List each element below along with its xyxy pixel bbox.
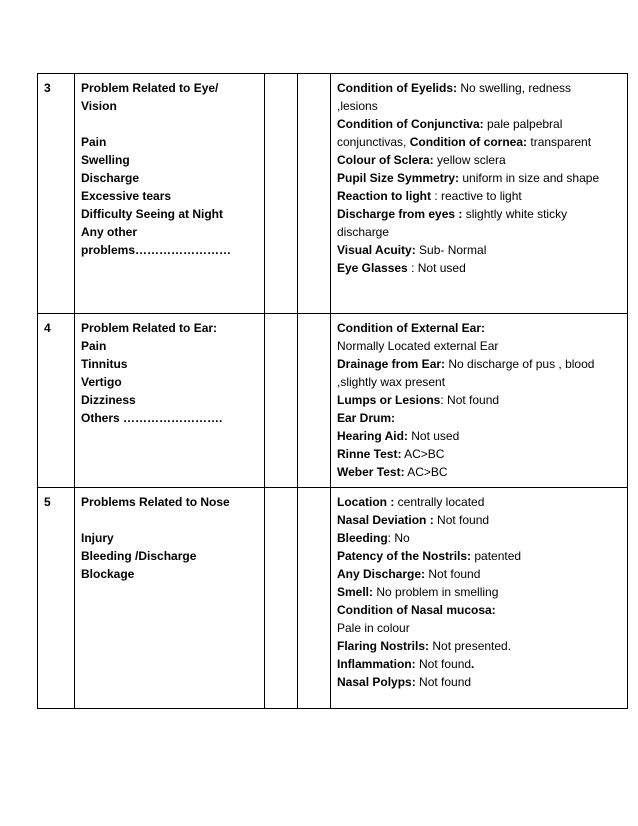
finding-line — [337, 115, 623, 133]
finding-line — [337, 511, 623, 529]
finding-text: Visual Acuity: — [337, 243, 416, 257]
finding-text: : Not used — [407, 261, 466, 275]
problem-item: Tinnitus — [81, 357, 128, 371]
finding-line — [337, 445, 623, 463]
finding-line — [337, 97, 623, 115]
problem-title: Vision — [81, 99, 117, 113]
finding-text: Eye Glasses — [337, 261, 408, 275]
finding-text: Pupil Size Symmetry: — [337, 171, 460, 185]
finding-line — [337, 463, 623, 481]
finding-line — [337, 133, 623, 151]
finding-line — [337, 223, 623, 241]
no-check-cell — [298, 74, 331, 314]
finding-text: Discharge from eyes : — [337, 207, 463, 221]
findings-cell — [331, 314, 628, 488]
finding-text: Condition of External Ear: — [337, 321, 486, 335]
finding-text: . — [471, 657, 475, 671]
finding-line — [337, 655, 623, 673]
finding-line — [337, 241, 623, 259]
table-row-eye — [38, 74, 628, 314]
finding-text: Rinne Test: — [337, 447, 402, 461]
problem-item: Discharge — [81, 171, 140, 185]
finding-text: Condition of Conjunctiva: — [337, 117, 484, 131]
finding-text: Not found — [415, 675, 472, 689]
finding-text: Colour of Sclera: — [337, 153, 434, 167]
finding-line — [337, 319, 623, 337]
finding-line — [337, 391, 623, 409]
finding-line — [337, 673, 623, 691]
problem-item: Injury — [81, 531, 114, 545]
problem-item: problems…………………… — [81, 243, 232, 257]
finding-text: Pale in colour — [337, 621, 410, 635]
finding-line — [337, 205, 623, 223]
finding-text: Any Discharge: — [337, 567, 426, 581]
finding-line — [337, 151, 623, 169]
finding-text: AC>BC — [404, 465, 448, 479]
finding-text: Bleeding — [337, 531, 388, 545]
finding-line — [337, 337, 623, 355]
no-check-cell — [298, 314, 331, 488]
finding-text: patented — [471, 549, 522, 563]
finding-text: Not found — [425, 567, 481, 581]
problem-item: Any other — [81, 225, 138, 239]
finding-text: Lumps or Lesions — [337, 393, 441, 407]
row-number-cell — [38, 488, 75, 709]
finding-text: AC>BC — [401, 447, 445, 461]
findings-cell — [331, 488, 628, 709]
row-number-cell — [38, 314, 75, 488]
finding-text: Not found — [433, 513, 490, 527]
finding-text: ,slightly wax present — [337, 375, 446, 389]
finding-line — [337, 373, 623, 391]
finding-line — [337, 601, 623, 619]
problem-item: Difficulty Seeing at Night — [81, 207, 224, 221]
problem-cell — [75, 314, 265, 488]
problem-item: Dizziness — [81, 393, 136, 407]
finding-text: Condition of cornea: — [409, 135, 528, 149]
finding-line — [337, 619, 623, 637]
finding-text: Condition of Eyelids: — [337, 81, 457, 95]
finding-text: Reaction to light — [337, 189, 431, 203]
problem-cell — [75, 74, 265, 314]
finding-text: Not presented. — [429, 639, 512, 653]
assessment-table — [37, 73, 628, 709]
yes-check-cell — [265, 488, 298, 709]
finding-line — [337, 637, 623, 655]
finding-text: Nasal Deviation : — [337, 513, 434, 527]
problem-item: Pain — [81, 339, 107, 353]
problem-title: Problem Related to Eye/ — [81, 81, 219, 95]
problem-item: Swelling — [81, 153, 130, 167]
finding-text: uniform in size and shape — [459, 171, 600, 185]
finding-text: Normally Located external Ear — [337, 339, 499, 353]
finding-text: No problem in smelling — [373, 585, 499, 599]
finding-line — [337, 493, 623, 511]
finding-text: 4 — [44, 321, 51, 335]
problem-item: Others ……………………. — [81, 411, 223, 425]
finding-text: Ear Drum: — [337, 411, 396, 425]
problem-item: Pain — [81, 135, 107, 149]
finding-text: slightly white sticky — [462, 207, 568, 221]
finding-text: Nasal Polyps: — [337, 675, 416, 689]
yes-check-cell — [265, 314, 298, 488]
table-row-nose — [38, 488, 628, 709]
finding-text: discharge — [337, 225, 390, 239]
finding-text: : reactive to light — [431, 189, 522, 203]
finding-line — [337, 427, 623, 445]
finding-text: Not used — [407, 429, 460, 443]
finding-line — [337, 547, 623, 565]
finding-line — [337, 355, 623, 373]
finding-text: Location : — [337, 495, 395, 509]
table-row-ear — [38, 314, 628, 488]
finding-text: : Not found — [440, 393, 500, 407]
finding-line — [337, 409, 623, 427]
finding-text: centrally located — [394, 495, 485, 509]
finding-text: ,lesions — [337, 99, 378, 113]
finding-line — [337, 187, 623, 205]
finding-text: Weber Test: — [337, 465, 405, 479]
finding-text: Patency of the Nostrils: — [337, 549, 472, 563]
finding-line — [337, 259, 623, 277]
finding-line — [337, 169, 623, 187]
finding-text: Hearing Aid: — [337, 429, 408, 443]
finding-line — [337, 565, 623, 583]
problem-item: Blockage — [81, 567, 135, 581]
finding-text: No discharge of pus , blood — [445, 357, 595, 371]
no-check-cell — [298, 488, 331, 709]
finding-text: pale palpebral — [483, 117, 563, 131]
problem-item: Excessive tears — [81, 189, 172, 203]
finding-line — [337, 583, 623, 601]
finding-text: : No — [387, 531, 410, 545]
yes-check-cell — [265, 74, 298, 314]
finding-text: Flaring Nostrils: — [337, 639, 430, 653]
problem-title: Problem Related to Ear: — [81, 321, 218, 335]
problem-title: Problems Related to Nose — [81, 495, 230, 509]
findings-cell — [331, 74, 628, 314]
finding-text: No swelling, redness — [457, 81, 572, 95]
finding-text: Sub- Normal — [415, 243, 487, 257]
finding-text: yellow sclera — [433, 153, 506, 167]
finding-text: Smell: — [337, 585, 374, 599]
finding-text: 5 — [44, 495, 51, 509]
finding-text: Inflammation: — [337, 657, 416, 671]
finding-text: Condition of Nasal mucosa: — [337, 603, 496, 617]
finding-text: 3 — [44, 81, 51, 95]
finding-text: Not found — [415, 657, 472, 671]
finding-text: conjunctivas, — [337, 135, 410, 149]
problem-item: Vertigo — [81, 375, 122, 389]
finding-line — [337, 529, 623, 547]
row-number-cell — [38, 74, 75, 314]
finding-text: Drainage from Ear: — [337, 357, 446, 371]
problem-cell — [75, 488, 265, 709]
finding-text: transparent — [527, 135, 592, 149]
finding-line — [337, 79, 623, 97]
problem-item: Bleeding /Discharge — [81, 549, 197, 563]
